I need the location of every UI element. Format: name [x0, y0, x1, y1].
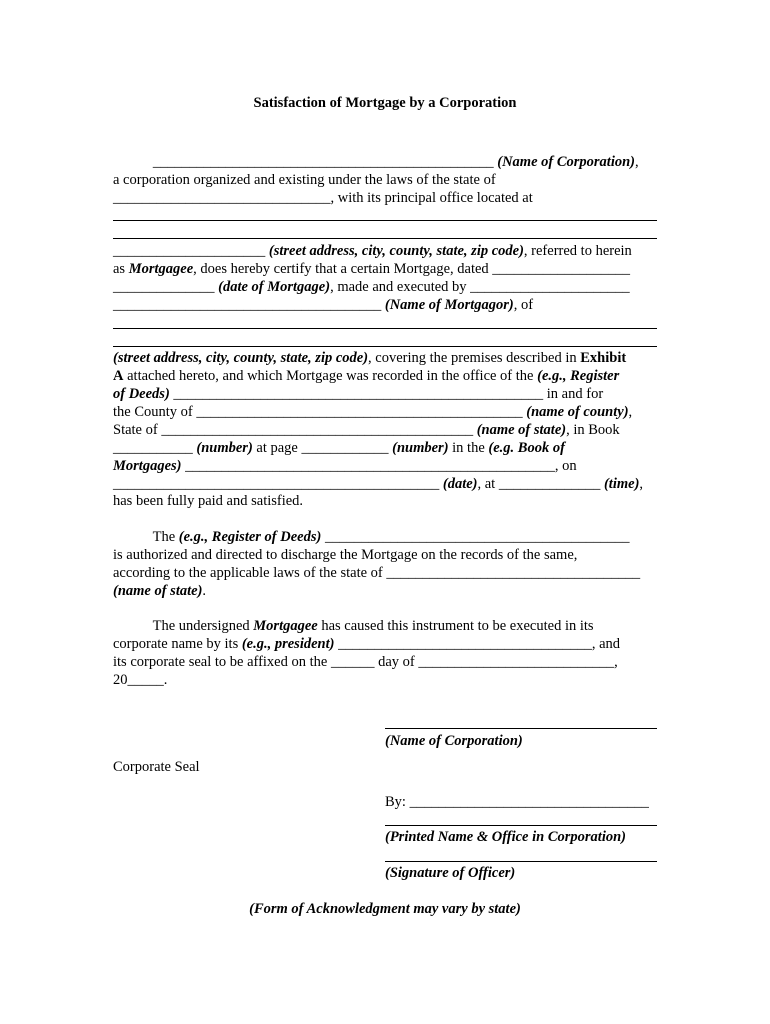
text-segment: according to the applicable laws of the state of ___________________________________ — [113, 565, 641, 581]
text-segment: _____________________________________ — [113, 297, 385, 313]
document-title: Satisfaction of Mortgage by a Corporation — [253, 95, 517, 111]
name-of-corporation-label: (Name of Corporation) — [385, 733, 523, 749]
text-segment: (e.g. Book of — [488, 440, 565, 456]
text-segment: ______________ — [113, 279, 219, 295]
text-segment: Mortgages) — [113, 458, 182, 474]
line-10 — [113, 385, 603, 403]
text-segment: (time) — [603, 476, 640, 492]
text-segment: _______________________________________________ — [113, 154, 498, 170]
text-segment: (e.g., Register — [537, 368, 620, 384]
line-19 — [113, 564, 640, 582]
text-segment: Exhibit — [580, 350, 627, 366]
line-1 — [113, 153, 639, 171]
line-3 — [113, 189, 533, 207]
text-segment: , does hereby certify that a certain Mortgage, dated ___________________ — [193, 261, 631, 277]
text-segment: (Name of Mortgagor) — [384, 297, 514, 313]
text-segment: (name of state) — [476, 422, 567, 438]
line-13 — [113, 439, 565, 457]
text-segment: . — [202, 583, 207, 599]
line-11 — [113, 403, 632, 421]
text-segment: (name of county) — [526, 404, 629, 420]
text-segment: The undersigned — [113, 618, 254, 634]
text-segment: , covering the premises described in — [368, 350, 581, 366]
text-segment: (number) — [392, 440, 449, 456]
text-segment: at page ____________ — [252, 440, 393, 456]
text-segment: as — [113, 261, 129, 277]
signature-rule — [385, 728, 657, 729]
text-segment: (e.g., Register of Deeds) — [178, 529, 322, 545]
line-22 — [113, 635, 620, 653]
line-8 — [113, 349, 626, 367]
blank-rule — [113, 328, 657, 329]
text-segment: its corporate seal to be affixed on the ______ day of ___________________________, — [113, 654, 618, 670]
text-segment: 20_____. — [113, 672, 168, 688]
line-12 — [113, 421, 620, 439]
text-segment: corporate name by its — [113, 636, 242, 652]
text-segment: a corporation organized and existing under the laws of the state of — [113, 172, 496, 188]
signature-of-officer-label: (Signature of Officer) — [385, 865, 516, 881]
text-segment: has been fully paid and satisfied. — [113, 493, 304, 509]
text-segment: , at ______________ — [477, 476, 604, 492]
text-segment: (street address, city, county, state, zip code) — [268, 243, 524, 259]
line-5 — [113, 260, 630, 278]
line-15 — [113, 475, 643, 493]
line-18 — [113, 546, 577, 564]
text-segment: (date of Mortgage) — [218, 279, 331, 295]
text-segment: ___________________________________, and — [334, 636, 621, 652]
blank-rule — [113, 220, 657, 221]
text-segment: State of ___________________________________________ — [113, 422, 477, 438]
line-9 — [113, 367, 619, 385]
text-segment: , made and executed by ______________________ — [330, 279, 630, 295]
text-segment: Mortgagee — [128, 261, 194, 277]
line-17 — [113, 528, 629, 546]
text-segment: ______________________________, with its principal office located at — [113, 190, 533, 206]
text-segment: ___________________________________________________ in and for — [169, 386, 604, 402]
blank-rule — [113, 346, 657, 347]
corporate-seal-label — [113, 758, 200, 776]
line-4 — [113, 242, 632, 260]
text-segment: (Name of Corporation) — [497, 154, 635, 170]
line-6 — [113, 278, 630, 296]
signature-rule — [385, 825, 657, 826]
text-segment: , — [628, 404, 633, 420]
text-segment: ___________________________________________________, on — [181, 458, 577, 474]
line-21 — [113, 617, 594, 635]
text-segment: is authorized and directed to discharge the Mortgage on the records of the same, — [113, 547, 578, 563]
text-segment: in the — [448, 440, 489, 456]
text-segment: (e.g., president) — [241, 636, 335, 652]
text-segment: , of — [513, 297, 534, 313]
text-segment: the County of _____________________________________________ — [113, 404, 527, 420]
line-14 — [113, 457, 577, 475]
text-segment: _____________________ — [113, 243, 269, 259]
text-segment: ___________ — [113, 440, 197, 456]
text-segment: __________________________________________ — [321, 529, 630, 545]
text-segment: of Deeds) — [113, 386, 170, 402]
text-segment: , referred to herein — [523, 243, 632, 259]
line-20 — [113, 582, 206, 600]
text-segment: (date) — [442, 476, 478, 492]
line-2 — [113, 171, 496, 189]
printed-name-label: (Printed Name & Office in Corporation) — [385, 829, 626, 845]
text-segment: attached hereto, and which Mortgage was recorded in the office of the — [123, 368, 538, 384]
footer-note: (Form of Acknowledgment may vary by state) — [249, 901, 521, 917]
blank-rule — [113, 238, 657, 239]
line-24 — [113, 671, 167, 689]
text-segment: (number) — [196, 440, 253, 456]
text-segment: Mortgagee — [253, 618, 318, 634]
text-segment: , — [639, 476, 644, 492]
text-segment: , in Book — [566, 422, 620, 438]
text-segment: The — [113, 529, 179, 545]
text-segment: _____________________________________________ — [113, 476, 443, 492]
by-line: By: _________________________________ — [385, 794, 649, 810]
text-segment: A — [113, 368, 124, 384]
text-segment: has caused this instrument to be executed in its — [317, 618, 594, 634]
text-segment: , — [635, 154, 639, 170]
text-segment: Corporate Seal — [113, 759, 200, 775]
text-segment: (name of state) — [113, 583, 203, 599]
text-segment: (street address, city, county, state, zip code) — [113, 350, 369, 366]
line-23 — [113, 653, 618, 671]
signature-rule — [385, 861, 657, 862]
line-7 — [113, 296, 533, 314]
line-16 — [113, 492, 303, 510]
